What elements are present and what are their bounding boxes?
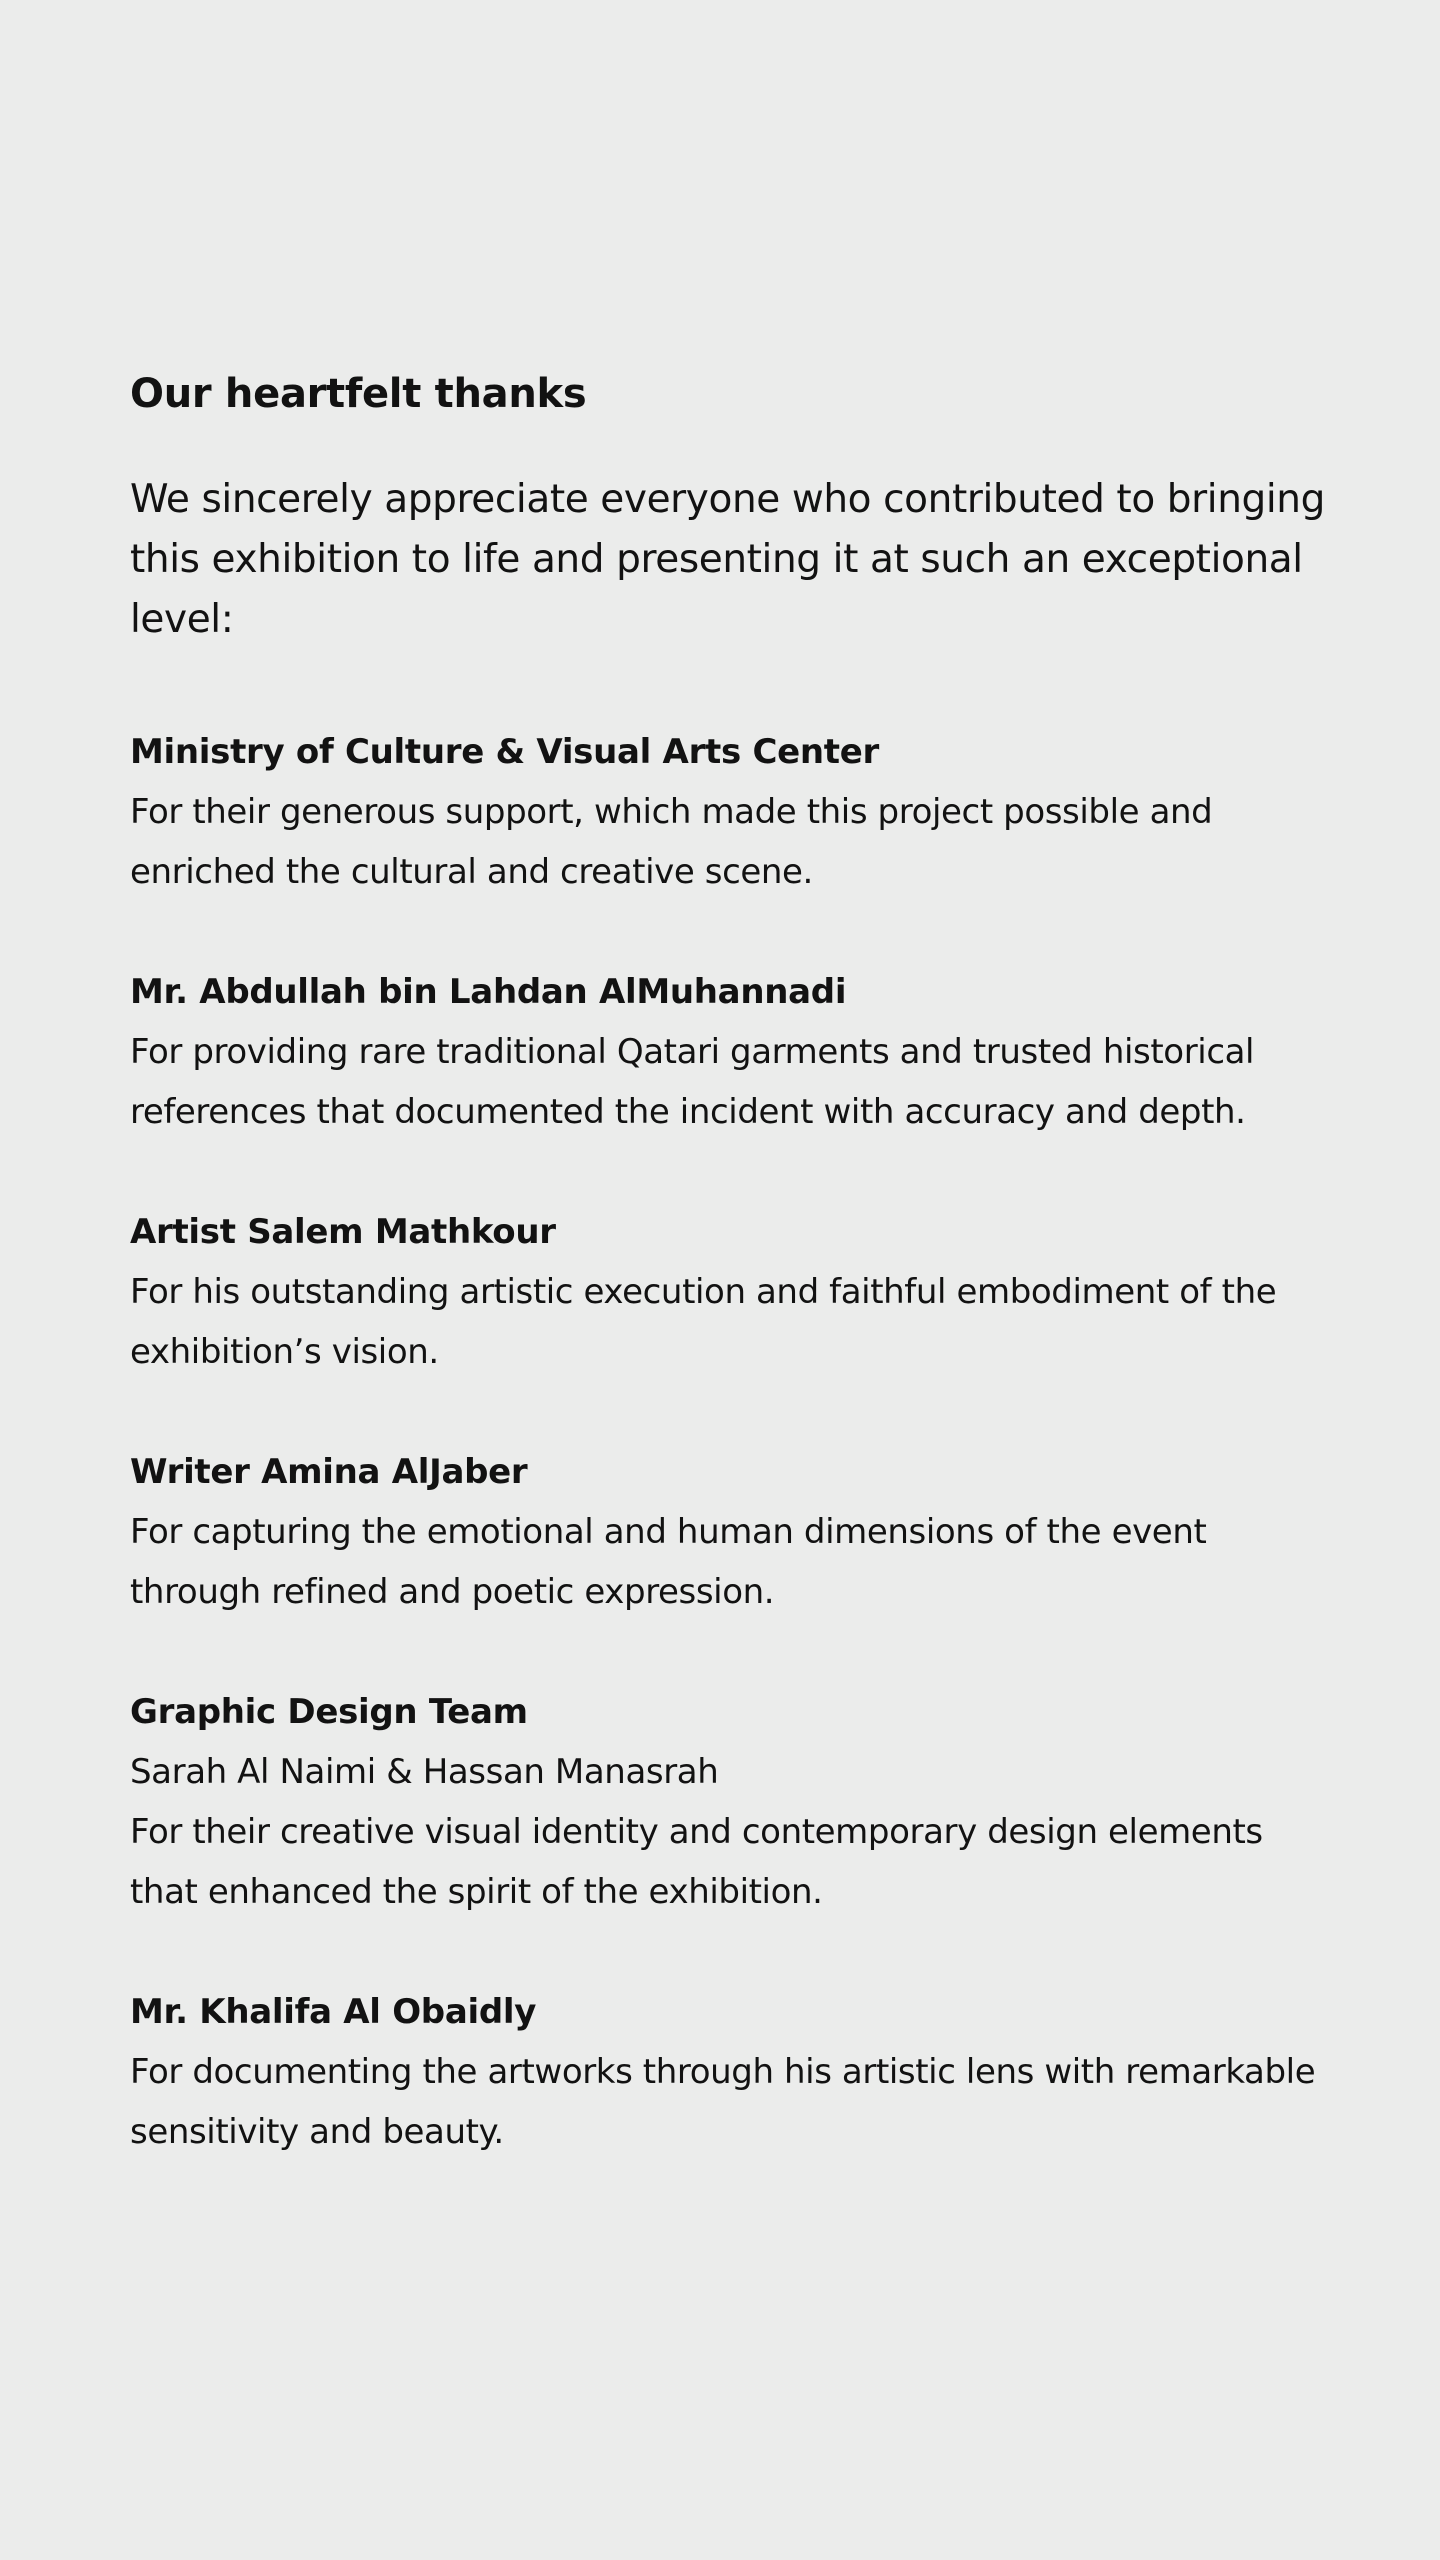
acknowledgement-text: For their generous support, which made this project possible and enriched the cultural and creative scene. bbox=[130, 792, 1213, 892]
acknowledgement-title: Mr. Abdullah bin Lahdan AlMuhannadi bbox=[130, 972, 847, 1012]
acknowledgement-title: Mr. Khalifa Al Obaidly bbox=[130, 1992, 537, 2032]
acknowledgement-khalifa bbox=[130, 1982, 1330, 2162]
acknowledgement-design-team bbox=[130, 1682, 1330, 1922]
acknowledgement-text: For providing rare traditional Qatari garments and trusted historical references that documented the incident with accuracy and depth. bbox=[130, 1032, 1255, 1132]
acknowledgement-ministry bbox=[130, 722, 1330, 902]
intro-paragraph: We sincerely appreciate everyone who contributed to bringing this exhibition to life and presenting it at such an exceptional level: bbox=[130, 477, 1325, 642]
acknowledgement-salem bbox=[130, 1202, 1330, 1382]
acknowledgement-text: For capturing the emotional and human dimensions of the event through refined and poetic expression. bbox=[130, 1512, 1207, 1612]
acknowledgement-text: For their creative visual identity and contemporary design elements that enhanced the spirit of the exhibition. bbox=[130, 1812, 1263, 1912]
acknowledgement-title: Artist Salem Mathkour bbox=[130, 1212, 556, 1252]
acknowledgement-abdullah bbox=[130, 962, 1330, 1142]
acknowledgement-title: Graphic Design Team bbox=[130, 1692, 528, 1732]
acknowledgement-title: Ministry of Culture & Visual Arts Center bbox=[130, 732, 879, 772]
acknowledgement-title: Writer Amina AlJaber bbox=[130, 1452, 528, 1492]
acknowledgement-amina bbox=[130, 1442, 1330, 1622]
acknowledgement-names: Sarah Al Naimi & Hassan Manasrah bbox=[130, 1752, 719, 1792]
acknowledgement-text: For his outstanding artistic execution and faithful embodiment of the exhibition’s vision. bbox=[130, 1272, 1277, 1372]
acknowledgements-content bbox=[130, 366, 1330, 2222]
acknowledgement-text: For documenting the artworks through his artistic lens with remarkable sensitivity and beauty. bbox=[130, 2052, 1316, 2152]
page-title: Our heartfelt thanks bbox=[130, 371, 587, 417]
